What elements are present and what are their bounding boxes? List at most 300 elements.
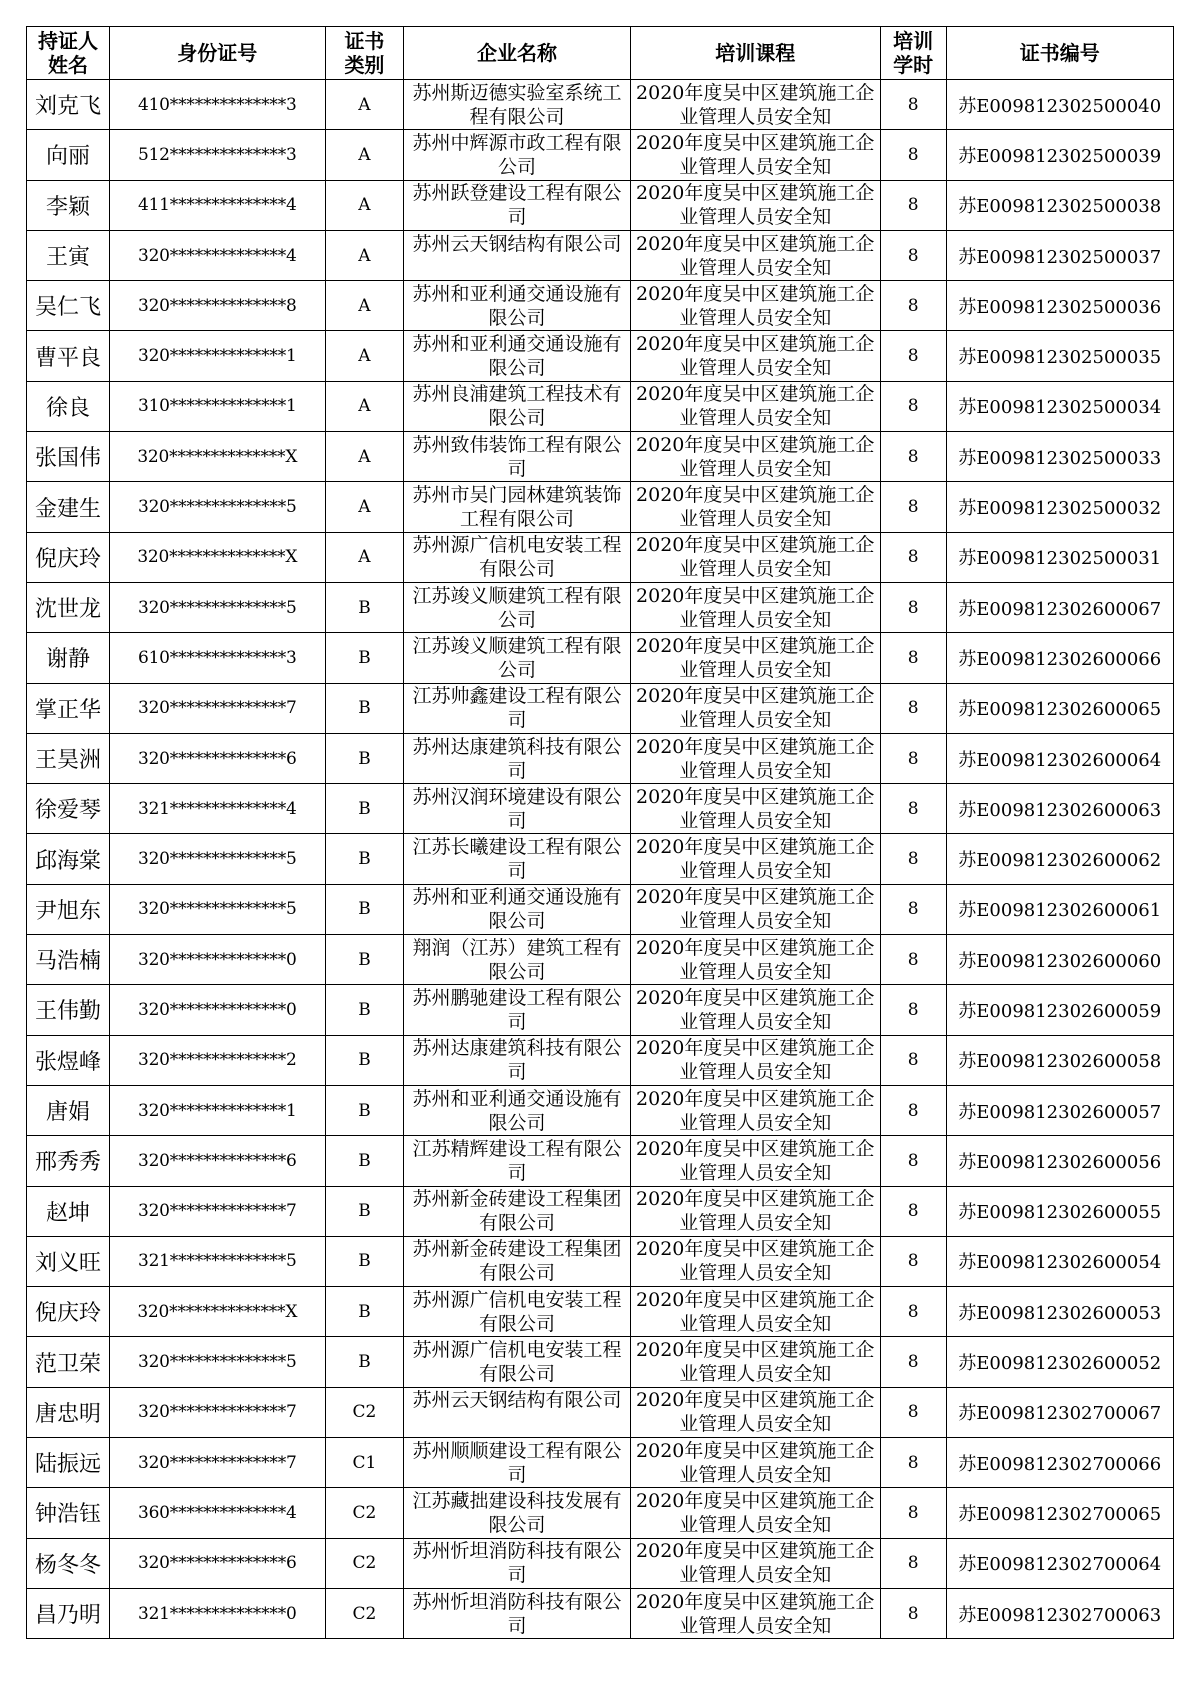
cert-type-cell: B xyxy=(325,683,404,733)
id-number-cell: 512**************3 xyxy=(110,130,326,180)
id-number-cell: 320**************5 xyxy=(110,1337,326,1387)
cert-no-cell: 苏E009812302600055 xyxy=(946,1186,1174,1236)
cert-no-cell: 苏E009812302500040 xyxy=(946,80,1174,130)
company-text: 苏州云天钢结构有限公司 xyxy=(412,1389,622,1412)
hours-cell: 8 xyxy=(880,1287,946,1337)
course-text: 2020年度吴中区建筑施工企业管理人员安全知 xyxy=(636,1037,875,1084)
cert-no-cell: 苏E009812302700067 xyxy=(946,1387,1174,1437)
hours-cell: 8 xyxy=(880,482,946,532)
company-text: 苏州和亚利通交通设施有限公司 xyxy=(412,282,622,329)
cert-type-cell: B xyxy=(325,1186,404,1236)
holder-name-cell: 陆振远 xyxy=(27,1438,110,1488)
cert-no-cell: 苏E009812302500036 xyxy=(946,281,1174,331)
hours-cell: 8 xyxy=(880,230,946,280)
cert-type-cell: A xyxy=(325,281,404,331)
hours-cell: 8 xyxy=(880,130,946,180)
hours-cell: 8 xyxy=(880,1035,946,1085)
cert-no-cell: 苏E009812302600052 xyxy=(946,1337,1174,1387)
course-text: 2020年度吴中区建筑施工企业管理人员安全知 xyxy=(636,836,875,883)
table-row xyxy=(27,1085,1174,1135)
holder-name-cell: 尹旭东 xyxy=(27,884,110,934)
company-cell xyxy=(404,331,630,381)
table-row xyxy=(27,784,1174,834)
course-text: 2020年度吴中区建筑施工企业管理人员安全知 xyxy=(636,1087,875,1134)
header-company: 企业名称 xyxy=(404,27,630,80)
company-text: 苏州源广信机电安装工程有限公司 xyxy=(412,534,622,581)
table-row xyxy=(27,180,1174,230)
hours-cell: 8 xyxy=(880,80,946,130)
course-text: 2020年度吴中区建筑施工企业管理人员安全知 xyxy=(636,1339,875,1386)
header-hours xyxy=(880,27,946,80)
cert-type-cell: B xyxy=(325,1236,404,1286)
course-text: 2020年度吴中区建筑施工企业管理人员安全知 xyxy=(636,232,875,279)
course-cell xyxy=(630,1438,880,1488)
company-text: 江苏竣义顺建筑工程有限公司 xyxy=(412,634,622,681)
table-row xyxy=(27,1186,1174,1236)
id-number-cell: 411**************4 xyxy=(110,180,326,230)
holder-name-cell: 张国伟 xyxy=(27,432,110,482)
company-text: 苏州中辉源市政工程有限公司 xyxy=(412,131,622,178)
id-number-cell: 321**************0 xyxy=(110,1588,326,1638)
hours-cell: 8 xyxy=(880,935,946,985)
course-cell xyxy=(630,180,880,230)
header-cert-no: 证书编号 xyxy=(946,27,1174,80)
course-cell xyxy=(630,381,880,431)
company-cell xyxy=(404,1387,630,1437)
cert-type-cell: B xyxy=(325,1337,404,1387)
holder-name-cell: 谢静 xyxy=(27,633,110,683)
course-text: 2020年度吴中区建筑施工企业管理人员安全知 xyxy=(636,81,875,128)
course-text: 2020年度吴中区建筑施工企业管理人员安全知 xyxy=(636,986,875,1033)
course-text: 2020年度吴中区建筑施工企业管理人员安全知 xyxy=(636,936,875,983)
course-cell xyxy=(630,1236,880,1286)
hours-cell: 8 xyxy=(880,1085,946,1135)
hours-cell: 8 xyxy=(880,582,946,632)
company-cell xyxy=(404,532,630,582)
id-number-cell: 320**************1 xyxy=(110,331,326,381)
course-text: 2020年度吴中区建筑施工企业管理人员安全知 xyxy=(636,785,875,832)
id-number-cell: 320**************7 xyxy=(110,1387,326,1437)
hours-cell: 8 xyxy=(880,1186,946,1236)
cert-no-cell: 苏E009812302600063 xyxy=(946,784,1174,834)
table-row xyxy=(27,1488,1174,1538)
course-text: 2020年度吴中区建筑施工企业管理人员安全知 xyxy=(636,1590,875,1637)
company-text: 苏州斯迈德实验室系统工程有限公司 xyxy=(412,81,622,128)
cert-no-cell: 苏E009812302600067 xyxy=(946,582,1174,632)
header-hours-line1: 培训 xyxy=(893,29,934,53)
course-text: 2020年度吴中区建筑施工企业管理人员安全知 xyxy=(636,584,875,631)
cert-no-cell: 苏E009812302600056 xyxy=(946,1136,1174,1186)
course-cell xyxy=(630,935,880,985)
cert-no-cell: 苏E009812302600065 xyxy=(946,683,1174,733)
table-row xyxy=(27,230,1174,280)
holder-name-cell: 邱海棠 xyxy=(27,834,110,884)
course-cell xyxy=(630,985,880,1035)
company-text: 苏州鹏驰建设工程有限公司 xyxy=(412,986,622,1033)
table-row xyxy=(27,1236,1174,1286)
company-text: 苏州和亚利通交通设施有限公司 xyxy=(412,886,622,933)
course-cell xyxy=(630,733,880,783)
course-cell xyxy=(630,432,880,482)
course-cell xyxy=(630,1085,880,1135)
company-text: 苏州源广信机电安装工程有限公司 xyxy=(412,1288,622,1335)
company-cell xyxy=(404,784,630,834)
hours-cell: 8 xyxy=(880,884,946,934)
cert-type-cell: A xyxy=(325,180,404,230)
company-text: 江苏藏拙建设科技发展有限公司 xyxy=(412,1489,622,1536)
cert-no-cell: 苏E009812302600053 xyxy=(946,1287,1174,1337)
company-text: 苏州顺顺建设工程有限公司 xyxy=(412,1439,622,1486)
course-cell xyxy=(630,331,880,381)
id-number-cell: 320**************7 xyxy=(110,683,326,733)
table-row xyxy=(27,1387,1174,1437)
holder-name-cell: 昌乃明 xyxy=(27,1588,110,1638)
course-text: 2020年度吴中区建筑施工企业管理人员安全知 xyxy=(636,1137,875,1184)
id-number-cell: 320**************5 xyxy=(110,482,326,532)
holder-name-cell: 倪庆玲 xyxy=(27,532,110,582)
course-text: 2020年度吴中区建筑施工企业管理人员安全知 xyxy=(636,1238,875,1285)
course-text: 2020年度吴中区建筑施工企业管理人员安全知 xyxy=(636,131,875,178)
table-row xyxy=(27,1438,1174,1488)
company-cell xyxy=(404,230,630,280)
company-cell xyxy=(404,1538,630,1588)
cert-type-cell: A xyxy=(325,230,404,280)
course-cell xyxy=(630,230,880,280)
table-row xyxy=(27,1337,1174,1387)
holder-name-cell: 赵坤 xyxy=(27,1186,110,1236)
company-cell xyxy=(404,432,630,482)
cert-type-cell: B xyxy=(325,1085,404,1135)
id-number-cell: 320**************X xyxy=(110,532,326,582)
cert-type-cell: B xyxy=(325,1035,404,1085)
holder-name-cell: 吴仁飞 xyxy=(27,281,110,331)
company-text: 苏州良浦建筑工程技术有限公司 xyxy=(412,383,622,430)
company-cell xyxy=(404,1035,630,1085)
company-cell xyxy=(404,733,630,783)
course-cell xyxy=(630,532,880,582)
course-text: 2020年度吴中区建筑施工企业管理人员安全知 xyxy=(636,1188,875,1235)
cert-no-cell: 苏E009812302600062 xyxy=(946,834,1174,884)
company-text: 江苏帅鑫建设工程有限公司 xyxy=(412,685,622,732)
company-cell xyxy=(404,1488,630,1538)
id-number-cell: 320**************5 xyxy=(110,582,326,632)
course-text: 2020年度吴中区建筑施工企业管理人员安全知 xyxy=(636,634,875,681)
cert-no-cell: 苏E009812302500038 xyxy=(946,180,1174,230)
id-number-cell: 320**************7 xyxy=(110,1438,326,1488)
id-number-cell: 320**************4 xyxy=(110,230,326,280)
company-text: 苏州忻坦消防科技有限公司 xyxy=(412,1540,622,1587)
company-cell xyxy=(404,1136,630,1186)
company-text: 苏州忻坦消防科技有限公司 xyxy=(412,1590,622,1637)
table-header-row xyxy=(27,27,1174,80)
holder-name-cell: 钟浩钰 xyxy=(27,1488,110,1538)
holder-name-cell: 唐忠明 xyxy=(27,1387,110,1437)
company-text: 苏州跃登建设工程有限公司 xyxy=(412,182,622,229)
hours-cell: 8 xyxy=(880,532,946,582)
course-cell xyxy=(630,482,880,532)
course-cell xyxy=(630,1035,880,1085)
table-row xyxy=(27,1035,1174,1085)
table-row xyxy=(27,633,1174,683)
header-cert-type-line2: 类别 xyxy=(344,53,385,77)
course-text: 2020年度吴中区建筑施工企业管理人员安全知 xyxy=(636,484,875,531)
course-text: 2020年度吴中区建筑施工企业管理人员安全知 xyxy=(636,534,875,581)
course-text: 2020年度吴中区建筑施工企业管理人员安全知 xyxy=(636,1389,875,1436)
hours-cell: 8 xyxy=(880,784,946,834)
id-number-cell: 321**************5 xyxy=(110,1236,326,1286)
id-number-cell: 320**************X xyxy=(110,1287,326,1337)
table-row xyxy=(27,683,1174,733)
hours-cell: 8 xyxy=(880,381,946,431)
course-text: 2020年度吴中区建筑施工企业管理人员安全知 xyxy=(636,1288,875,1335)
holder-name-cell: 沈世龙 xyxy=(27,582,110,632)
company-cell xyxy=(404,582,630,632)
course-text: 2020年度吴中区建筑施工企业管理人员安全知 xyxy=(636,333,875,380)
course-cell xyxy=(630,1287,880,1337)
table-row xyxy=(27,532,1174,582)
table-row xyxy=(27,884,1174,934)
table-row xyxy=(27,733,1174,783)
cert-type-cell: B xyxy=(325,985,404,1035)
id-number-cell: 320**************5 xyxy=(110,834,326,884)
cert-no-cell: 苏E009812302500032 xyxy=(946,482,1174,532)
table-body xyxy=(27,80,1174,1639)
hours-cell: 8 xyxy=(880,834,946,884)
company-text: 苏州云天钢结构有限公司 xyxy=(412,232,622,255)
course-cell xyxy=(630,281,880,331)
holder-name-cell: 马浩楠 xyxy=(27,935,110,985)
company-text: 江苏精辉建设工程有限公司 xyxy=(412,1137,622,1184)
table-row xyxy=(27,1287,1174,1337)
company-cell xyxy=(404,381,630,431)
company-cell xyxy=(404,834,630,884)
holder-name-cell: 邢秀秀 xyxy=(27,1136,110,1186)
hours-cell: 8 xyxy=(880,1588,946,1638)
id-number-cell: 610**************3 xyxy=(110,633,326,683)
company-cell xyxy=(404,1438,630,1488)
company-text: 翔润（江苏）建筑工程有限公司 xyxy=(412,936,622,983)
cert-type-cell: B xyxy=(325,784,404,834)
holder-name-cell: 王伟勤 xyxy=(27,985,110,1035)
hours-cell: 8 xyxy=(880,1337,946,1387)
cert-no-cell: 苏E009812302500035 xyxy=(946,331,1174,381)
company-text: 苏州市吴门园林建筑装饰工程有限公司 xyxy=(412,484,622,531)
company-text: 江苏长曦建设工程有限公司 xyxy=(412,836,622,883)
hours-cell: 8 xyxy=(880,1387,946,1437)
holder-name-cell: 王昊洲 xyxy=(27,733,110,783)
company-text: 苏州和亚利通交通设施有限公司 xyxy=(412,333,622,380)
holder-name-cell: 刘克飞 xyxy=(27,80,110,130)
course-text: 2020年度吴中区建筑施工企业管理人员安全知 xyxy=(636,735,875,782)
cert-type-cell: B xyxy=(325,1136,404,1186)
course-cell xyxy=(630,1488,880,1538)
cert-type-cell: A xyxy=(325,482,404,532)
certificate-table xyxy=(26,26,1174,1639)
id-number-cell: 320**************1 xyxy=(110,1085,326,1135)
header-holder-name-line1: 持证人 xyxy=(38,29,98,53)
id-number-cell: 320**************0 xyxy=(110,985,326,1035)
course-cell xyxy=(630,884,880,934)
company-cell xyxy=(404,1588,630,1638)
company-text: 苏州达康建筑科技有限公司 xyxy=(412,735,622,782)
course-cell xyxy=(630,683,880,733)
company-cell xyxy=(404,935,630,985)
holder-name-cell: 掌正华 xyxy=(27,683,110,733)
course-cell xyxy=(630,80,880,130)
course-cell xyxy=(630,582,880,632)
company-cell xyxy=(404,1236,630,1286)
cert-type-cell: B xyxy=(325,834,404,884)
id-number-cell: 320**************0 xyxy=(110,935,326,985)
cert-no-cell: 苏E009812302700063 xyxy=(946,1588,1174,1638)
table-row xyxy=(27,834,1174,884)
company-cell xyxy=(404,884,630,934)
holder-name-cell: 向丽 xyxy=(27,130,110,180)
course-cell xyxy=(630,784,880,834)
holder-name-cell: 倪庆玲 xyxy=(27,1287,110,1337)
company-text: 苏州达康建筑科技有限公司 xyxy=(412,1037,622,1084)
course-text: 2020年度吴中区建筑施工企业管理人员安全知 xyxy=(636,433,875,480)
holder-name-cell: 王寅 xyxy=(27,230,110,280)
company-cell xyxy=(404,1287,630,1337)
course-cell xyxy=(630,1186,880,1236)
holder-name-cell: 刘义旺 xyxy=(27,1236,110,1286)
cert-no-cell: 苏E009812302600061 xyxy=(946,884,1174,934)
company-text: 江苏竣义顺建筑工程有限公司 xyxy=(412,584,622,631)
id-number-cell: 320**************6 xyxy=(110,1136,326,1186)
holder-name-cell: 张煜峰 xyxy=(27,1035,110,1085)
hours-cell: 8 xyxy=(880,733,946,783)
company-cell xyxy=(404,281,630,331)
id-number-cell: 320**************2 xyxy=(110,1035,326,1085)
id-number-cell: 320**************5 xyxy=(110,884,326,934)
table-row xyxy=(27,985,1174,1035)
holder-name-cell: 杨冬冬 xyxy=(27,1538,110,1588)
table-row xyxy=(27,1136,1174,1186)
cert-type-cell: C2 xyxy=(325,1538,404,1588)
cert-type-cell: B xyxy=(325,733,404,783)
holder-name-cell: 徐良 xyxy=(27,381,110,431)
course-cell xyxy=(630,633,880,683)
hours-cell: 8 xyxy=(880,633,946,683)
hours-cell: 8 xyxy=(880,281,946,331)
hours-cell: 8 xyxy=(880,331,946,381)
cert-no-cell: 苏E009812302500039 xyxy=(946,130,1174,180)
table-row xyxy=(27,1588,1174,1638)
id-number-cell: 320**************7 xyxy=(110,1186,326,1236)
id-number-cell: 320**************6 xyxy=(110,733,326,783)
hours-cell: 8 xyxy=(880,1136,946,1186)
company-text: 苏州新金砖建设工程集团有限公司 xyxy=(412,1188,622,1235)
hours-cell: 8 xyxy=(880,432,946,482)
table-row xyxy=(27,281,1174,331)
cert-type-cell: C1 xyxy=(325,1438,404,1488)
table-row xyxy=(27,1538,1174,1588)
cert-type-cell: A xyxy=(325,432,404,482)
cert-type-cell: C2 xyxy=(325,1488,404,1538)
company-cell xyxy=(404,130,630,180)
cert-no-cell: 苏E009812302700064 xyxy=(946,1538,1174,1588)
company-text: 苏州致伟装饰工程有限公司 xyxy=(412,433,622,480)
id-number-cell: 321**************4 xyxy=(110,784,326,834)
cert-type-cell: B xyxy=(325,582,404,632)
table-row xyxy=(27,80,1174,130)
hours-cell: 8 xyxy=(880,180,946,230)
cert-type-cell: A xyxy=(325,80,404,130)
header-hours-line2: 学时 xyxy=(893,53,934,77)
cert-no-cell: 苏E009812302600059 xyxy=(946,985,1174,1035)
header-cert-type-line1: 证书 xyxy=(344,29,385,53)
company-cell xyxy=(404,1337,630,1387)
company-cell xyxy=(404,180,630,230)
table-row xyxy=(27,582,1174,632)
company-cell xyxy=(404,1085,630,1135)
cert-no-cell: 苏E009812302600054 xyxy=(946,1236,1174,1286)
header-holder-name xyxy=(27,27,110,80)
cert-type-cell: A xyxy=(325,331,404,381)
course-cell xyxy=(630,130,880,180)
course-cell xyxy=(630,834,880,884)
table-row xyxy=(27,482,1174,532)
id-number-cell: 410**************3 xyxy=(110,80,326,130)
cert-no-cell: 苏E009812302600064 xyxy=(946,733,1174,783)
course-text: 2020年度吴中区建筑施工企业管理人员安全知 xyxy=(636,1439,875,1486)
table-row xyxy=(27,935,1174,985)
cert-no-cell: 苏E009812302500033 xyxy=(946,432,1174,482)
company-text: 苏州新金砖建设工程集团有限公司 xyxy=(412,1238,622,1285)
hours-cell: 8 xyxy=(880,683,946,733)
cert-type-cell: B xyxy=(325,1287,404,1337)
cert-no-cell: 苏E009812302500034 xyxy=(946,381,1174,431)
course-cell xyxy=(630,1588,880,1638)
id-number-cell: 320**************8 xyxy=(110,281,326,331)
holder-name-cell: 唐娟 xyxy=(27,1085,110,1135)
company-text: 苏州和亚利通交通设施有限公司 xyxy=(412,1087,622,1134)
company-text: 苏州源广信机电安装工程有限公司 xyxy=(412,1339,622,1386)
cert-type-cell: B xyxy=(325,935,404,985)
cert-no-cell: 苏E009812302700065 xyxy=(946,1488,1174,1538)
hours-cell: 8 xyxy=(880,1538,946,1588)
table-row xyxy=(27,130,1174,180)
company-cell xyxy=(404,80,630,130)
course-text: 2020年度吴中区建筑施工企业管理人员安全知 xyxy=(636,182,875,229)
cert-type-cell: C2 xyxy=(325,1588,404,1638)
cert-type-cell: A xyxy=(325,532,404,582)
table-row xyxy=(27,432,1174,482)
table-row xyxy=(27,331,1174,381)
header-cert-type xyxy=(325,27,404,80)
header-id-number: 身份证号 xyxy=(110,27,326,80)
cert-type-cell: C2 xyxy=(325,1387,404,1437)
company-cell xyxy=(404,482,630,532)
hours-cell: 8 xyxy=(880,1488,946,1538)
course-text: 2020年度吴中区建筑施工企业管理人员安全知 xyxy=(636,1489,875,1536)
holder-name-cell: 李颖 xyxy=(27,180,110,230)
course-text: 2020年度吴中区建筑施工企业管理人员安全知 xyxy=(636,685,875,732)
company-cell xyxy=(404,683,630,733)
company-cell xyxy=(404,1186,630,1236)
holder-name-cell: 金建生 xyxy=(27,482,110,532)
header-holder-name-line2: 姓名 xyxy=(48,53,88,77)
cert-no-cell: 苏E009812302600058 xyxy=(946,1035,1174,1085)
hours-cell: 8 xyxy=(880,1438,946,1488)
cert-type-cell: B xyxy=(325,633,404,683)
cert-type-cell: A xyxy=(325,381,404,431)
course-text: 2020年度吴中区建筑施工企业管理人员安全知 xyxy=(636,886,875,933)
cert-no-cell: 苏E009812302600060 xyxy=(946,935,1174,985)
company-cell xyxy=(404,633,630,683)
header-course: 培训课程 xyxy=(630,27,880,80)
